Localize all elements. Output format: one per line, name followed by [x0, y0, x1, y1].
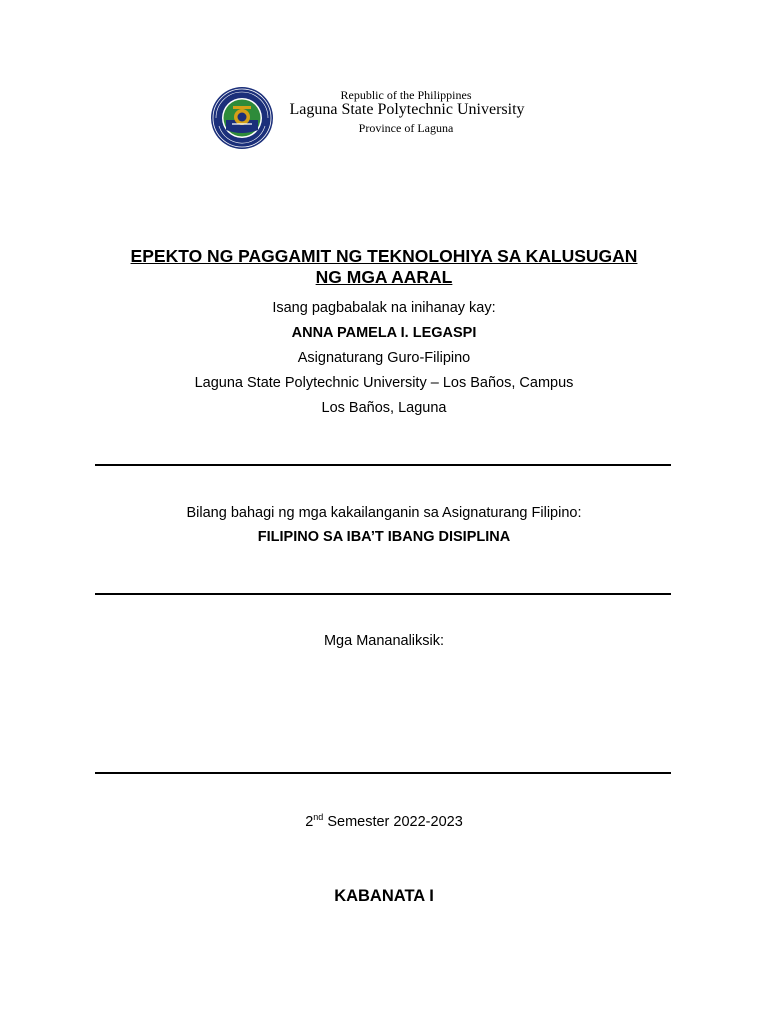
requirement-intro: Bilang bahagi ng mga kakailanganin sa Asignaturang Filipino:	[186, 505, 582, 521]
divider-1	[95, 464, 671, 466]
university-seal-logo	[210, 86, 274, 150]
title-line-2: NG MGA AARAL	[315, 267, 453, 287]
divider-3	[95, 772, 671, 774]
campus-location: Los Baños, Laguna	[321, 400, 447, 416]
document-title	[0, 246, 768, 288]
teacher-name: ANNA PAMELA I. LEGASPI	[291, 325, 477, 341]
semester-suffix: nd	[313, 812, 324, 822]
researchers-label: Mga Mananaliksik:	[323, 633, 445, 649]
title-line-1: EPEKTO NG PAGGAMIT NG TEKNOLOHIYA SA KALUSUGAN	[130, 246, 638, 266]
header-university-name: Laguna State Polytechnic University	[289, 101, 525, 118]
subject-teacher: Asignaturang Guro-Filipino	[297, 350, 471, 366]
divider-2	[95, 593, 671, 595]
header-province: Province of Laguna	[358, 121, 454, 135]
campus-name: Laguna State Polytechnic University – Los Baños, Campus	[194, 375, 574, 391]
submission-intro: Isang pagbabalak na inihanay kay:	[272, 300, 496, 316]
chapter-heading: KABANATA I	[334, 887, 434, 905]
semester-text: Semester 2022-2023	[323, 813, 463, 830]
semester-line	[0, 812, 768, 830]
course-title: FILIPINO SA IBA’T IBANG DISIPLINA	[257, 529, 511, 545]
header-republic: Republic of the Philippines	[340, 88, 472, 102]
semester-number: 2	[305, 813, 314, 830]
